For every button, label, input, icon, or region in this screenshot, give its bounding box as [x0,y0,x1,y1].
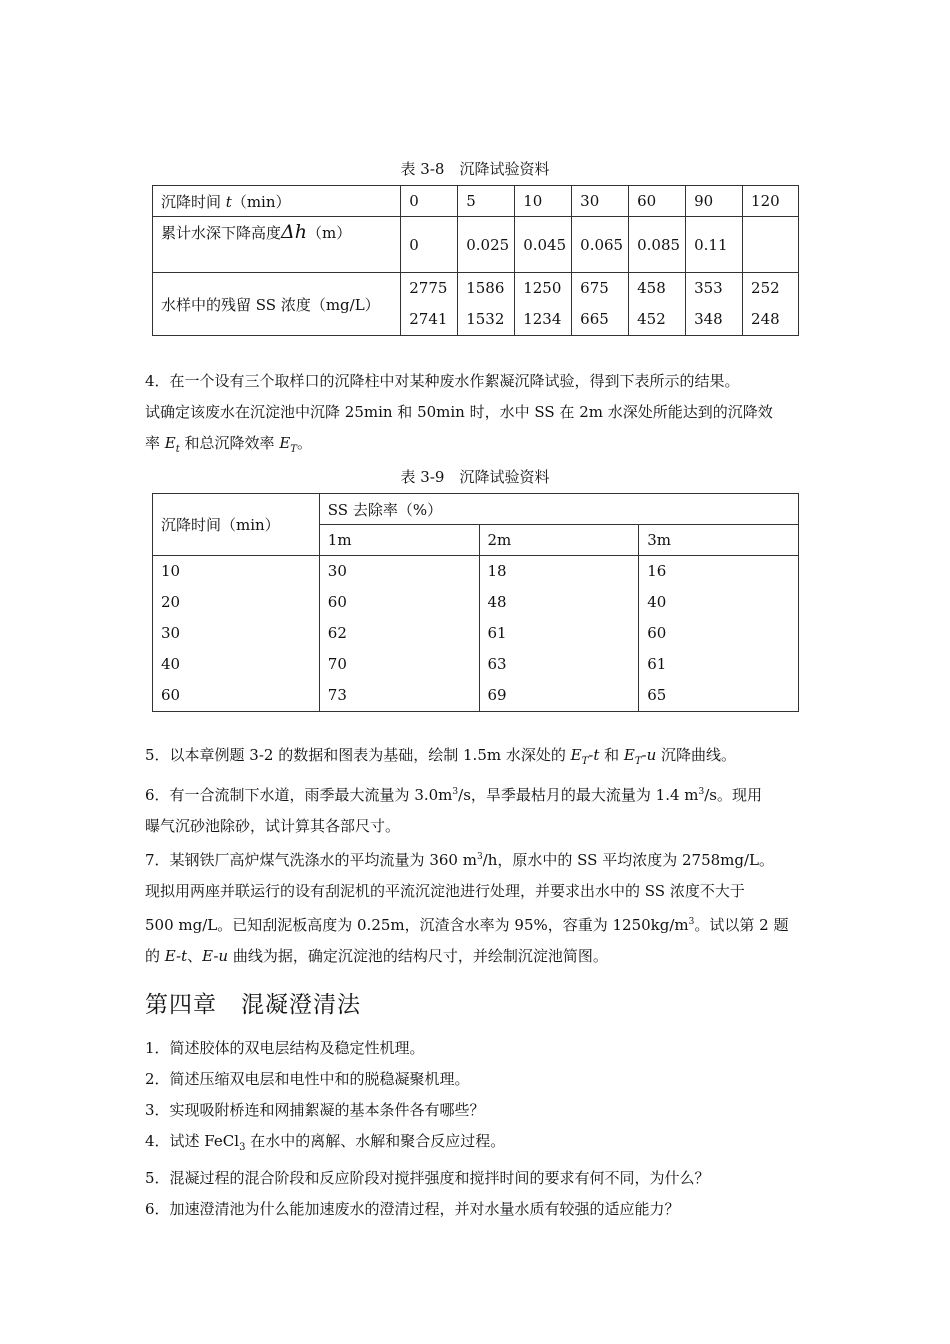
questions-5-7 [145,740,810,972]
table-cell: 90 [686,186,743,217]
question-7-line: 的 E-t、E-u 曲线为据，确定沉淀池的结构尺寸，并绘制沉淀池简图。 [145,947,608,965]
time-column: 10 20 30 40 60 [153,556,320,712]
table-cell: 1586 1532 [458,273,515,336]
depth-header: 1m [319,525,479,556]
depth-header: 3m [639,525,799,556]
table-cell: 0.025 [458,217,515,273]
table-cell: 5 [458,186,515,217]
table-cell: 60 [629,186,686,217]
question-5: 5．以本章例题 3-2 的数据和图表为基础，绘制 1.5m 水深处的 $E_T-t$ 和 $E_T-u$ 沉降曲线。 [145,746,737,767]
question-4 [145,366,810,465]
list-item: 2．简述压缩双电层和电性中和的脱稳凝聚机理。 [145,1070,470,1088]
question-7-line: 500 mg/L。已知刮泥板高度为 0.25m，沉渣含水率为 95%，容重为 $1250kg/m^3$。试以第 2 题 [145,916,789,934]
table-cell: 0.085 [629,217,686,273]
text-line: 试确定该废水在沉淀池中沉降 25min 和 50min 时，水中 SS 在 2m 水深处所能达到的沉降效 [145,403,773,421]
table-cell: 353 348 [686,273,743,336]
table-cell: 2775 2741 [401,273,458,336]
table-3-8-caption: 表 3-8 沉降试验资料 [400,160,550,178]
question-6-line: 6．有一合流制下水道，雨季最大流量为 $3.0m^3/s$，旱季最枯月的最大流量为 1.4 $m^3/s$。现用 [145,786,763,804]
table-row [153,273,799,336]
row-label: 累计水深下降高度Δh（m） [153,217,401,273]
chapter-4-questions [145,1033,810,1225]
table-cell: 0.065 [572,217,629,273]
depth-header: 2m [479,525,639,556]
table-body-row [153,556,799,712]
row-label: 水样中的残留 SS 浓度（mg/L） [153,273,401,336]
table-cell [743,217,799,273]
column-3m: 16 40 60 61 65 [639,556,799,712]
table-3-9-caption: 表 3-9 沉降试验资料 [400,468,550,486]
table-3-8 [152,185,799,336]
list-item: 3．实现吸附桥连和网捕絮凝的基本条件各有哪些？ [145,1101,485,1119]
text-line: 率 $E_t$ 和总沉降效率 $E_T$。 [145,434,312,455]
list-item: 6．加速澄清池为什么能加速废水的澄清过程，并对水量水质有较强的适应能力？ [145,1200,680,1218]
list-item: 5．混凝过程的混合阶段和反应阶段对搅拌强度和搅拌时间的要求有何不同，为什么？ [145,1169,710,1187]
question-7-line: 现拟用两座并联运行的设有刮泥机的平流沉淀池进行处理，并要求出水中的 SS 浓度不大于 [145,882,745,900]
row-label: 沉降时间 t（min） [153,186,401,217]
list-item: 1．简述胶体的双电层结构及稳定性机理。 [145,1039,425,1057]
list-item: 4．试述 FeCl$_3$ 在水中的离解、水解和聚合反应过程。 [145,1132,506,1153]
table-cell: 252 248 [743,273,799,336]
text-line: 4．在一个设有三个取样口的沉降柱中对某种废水作絮凝沉降试验，得到下表所示的结果。 [145,372,740,390]
table-cell: 10 [515,186,572,217]
table-cell: 0 [401,186,458,217]
table-cell: 675 665 [572,273,629,336]
table-header-row [153,494,799,525]
table-cell: 0.11 [686,217,743,273]
time-header: 沉降时间（min） [153,494,320,556]
question-7-line: 7．某钢铁厂高炉煤气洗涤水的平均流量为 360 $m^3/h$，原水中的 SS 平均浓度为 2758mg/L。 [145,851,774,869]
chapter-title: 第四章 混凝澄清法 [145,992,361,1018]
table-cell: 458 452 [629,273,686,336]
table-cell: 0.045 [515,217,572,273]
table-cell: 30 [572,186,629,217]
group-header: SS 去除率（%） [319,494,798,525]
table-row [153,217,799,273]
column-2m: 18 48 61 63 69 [479,556,639,712]
column-1m: 30 60 62 70 73 [319,556,479,712]
table-3-9 [152,493,799,712]
table-row [153,186,799,217]
table-cell: 1250 1234 [515,273,572,336]
question-6-line: 曝气沉砂池除砂，试计算其各部尺寸。 [145,817,401,835]
table-cell: 0 [401,217,458,273]
table-cell: 120 [743,186,799,217]
